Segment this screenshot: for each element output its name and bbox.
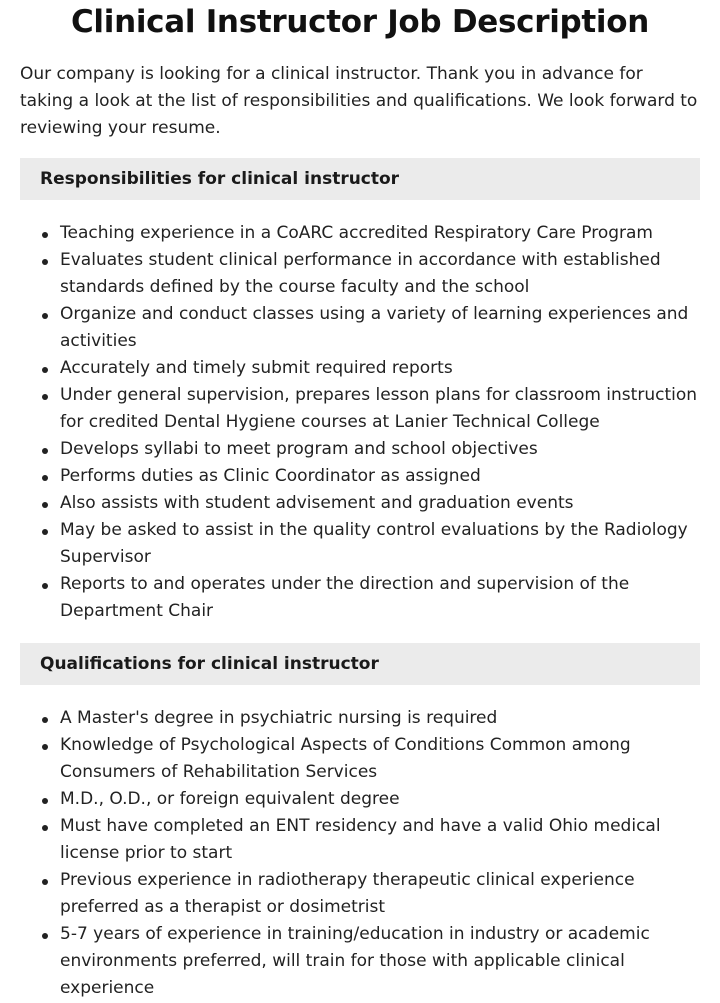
list-item: Must have completed an ENT residency and have a valid Ohio medical license prior to start (60, 813, 700, 867)
qualifications-heading: Qualifications for clinical instructor (20, 643, 700, 685)
list-item: M.D., O.D., or foreign equivalent degree (60, 786, 700, 813)
responsibilities-list (20, 220, 700, 625)
responsibilities-heading: Responsibilities for clinical instructor (20, 158, 700, 200)
list-item: Knowledge of Psychological Aspects of Conditions Common among Consumers of Rehabilitation Services (60, 732, 700, 786)
list-item: 5-7 years of experience in training/education in industry or academic environments preferred, will train for those with applicable clinical experience (60, 921, 700, 1002)
list-item: Teaching experience in a CoARC accredited Respiratory Care Program (60, 220, 700, 247)
list-item: May be asked to assist in the quality control evaluations by the Radiology Supervisor (60, 517, 700, 571)
page-title: Clinical Instructor Job Description (70, 4, 650, 40)
list-item: A Master's degree in psychiatric nursing is required (60, 705, 700, 732)
list-item: Evaluates student clinical performance in accordance with established standards defined by the course faculty and the school (60, 247, 700, 301)
intro-paragraph: Our company is looking for a clinical instructor. Thank you in advance for taking a look at the list of responsibilities and qualifications. We look forward to reviewing your resume. (20, 64, 698, 138)
list-item: Under general supervision, prepares lesson plans for classroom instruction for credited Dental Hygiene courses at Lanier Technical College (60, 382, 700, 436)
list-item: Organize and conduct classes using a variety of learning experiences and activities (60, 301, 700, 355)
list-item: Reports to and operates under the direction and supervision of the Department Chair (60, 571, 700, 625)
list-item: Accurately and timely submit required reports (60, 355, 700, 382)
list-item: Previous experience in radiotherapy therapeutic clinical experience preferred as a therapist or dosimetrist (60, 867, 700, 921)
qualifications-list (20, 705, 700, 1002)
list-item: Performs duties as Clinic Coordinator as assigned (60, 463, 700, 490)
list-item: Also assists with student advisement and graduation events (60, 490, 700, 517)
list-item: Develops syllabi to meet program and school objectives (60, 436, 700, 463)
